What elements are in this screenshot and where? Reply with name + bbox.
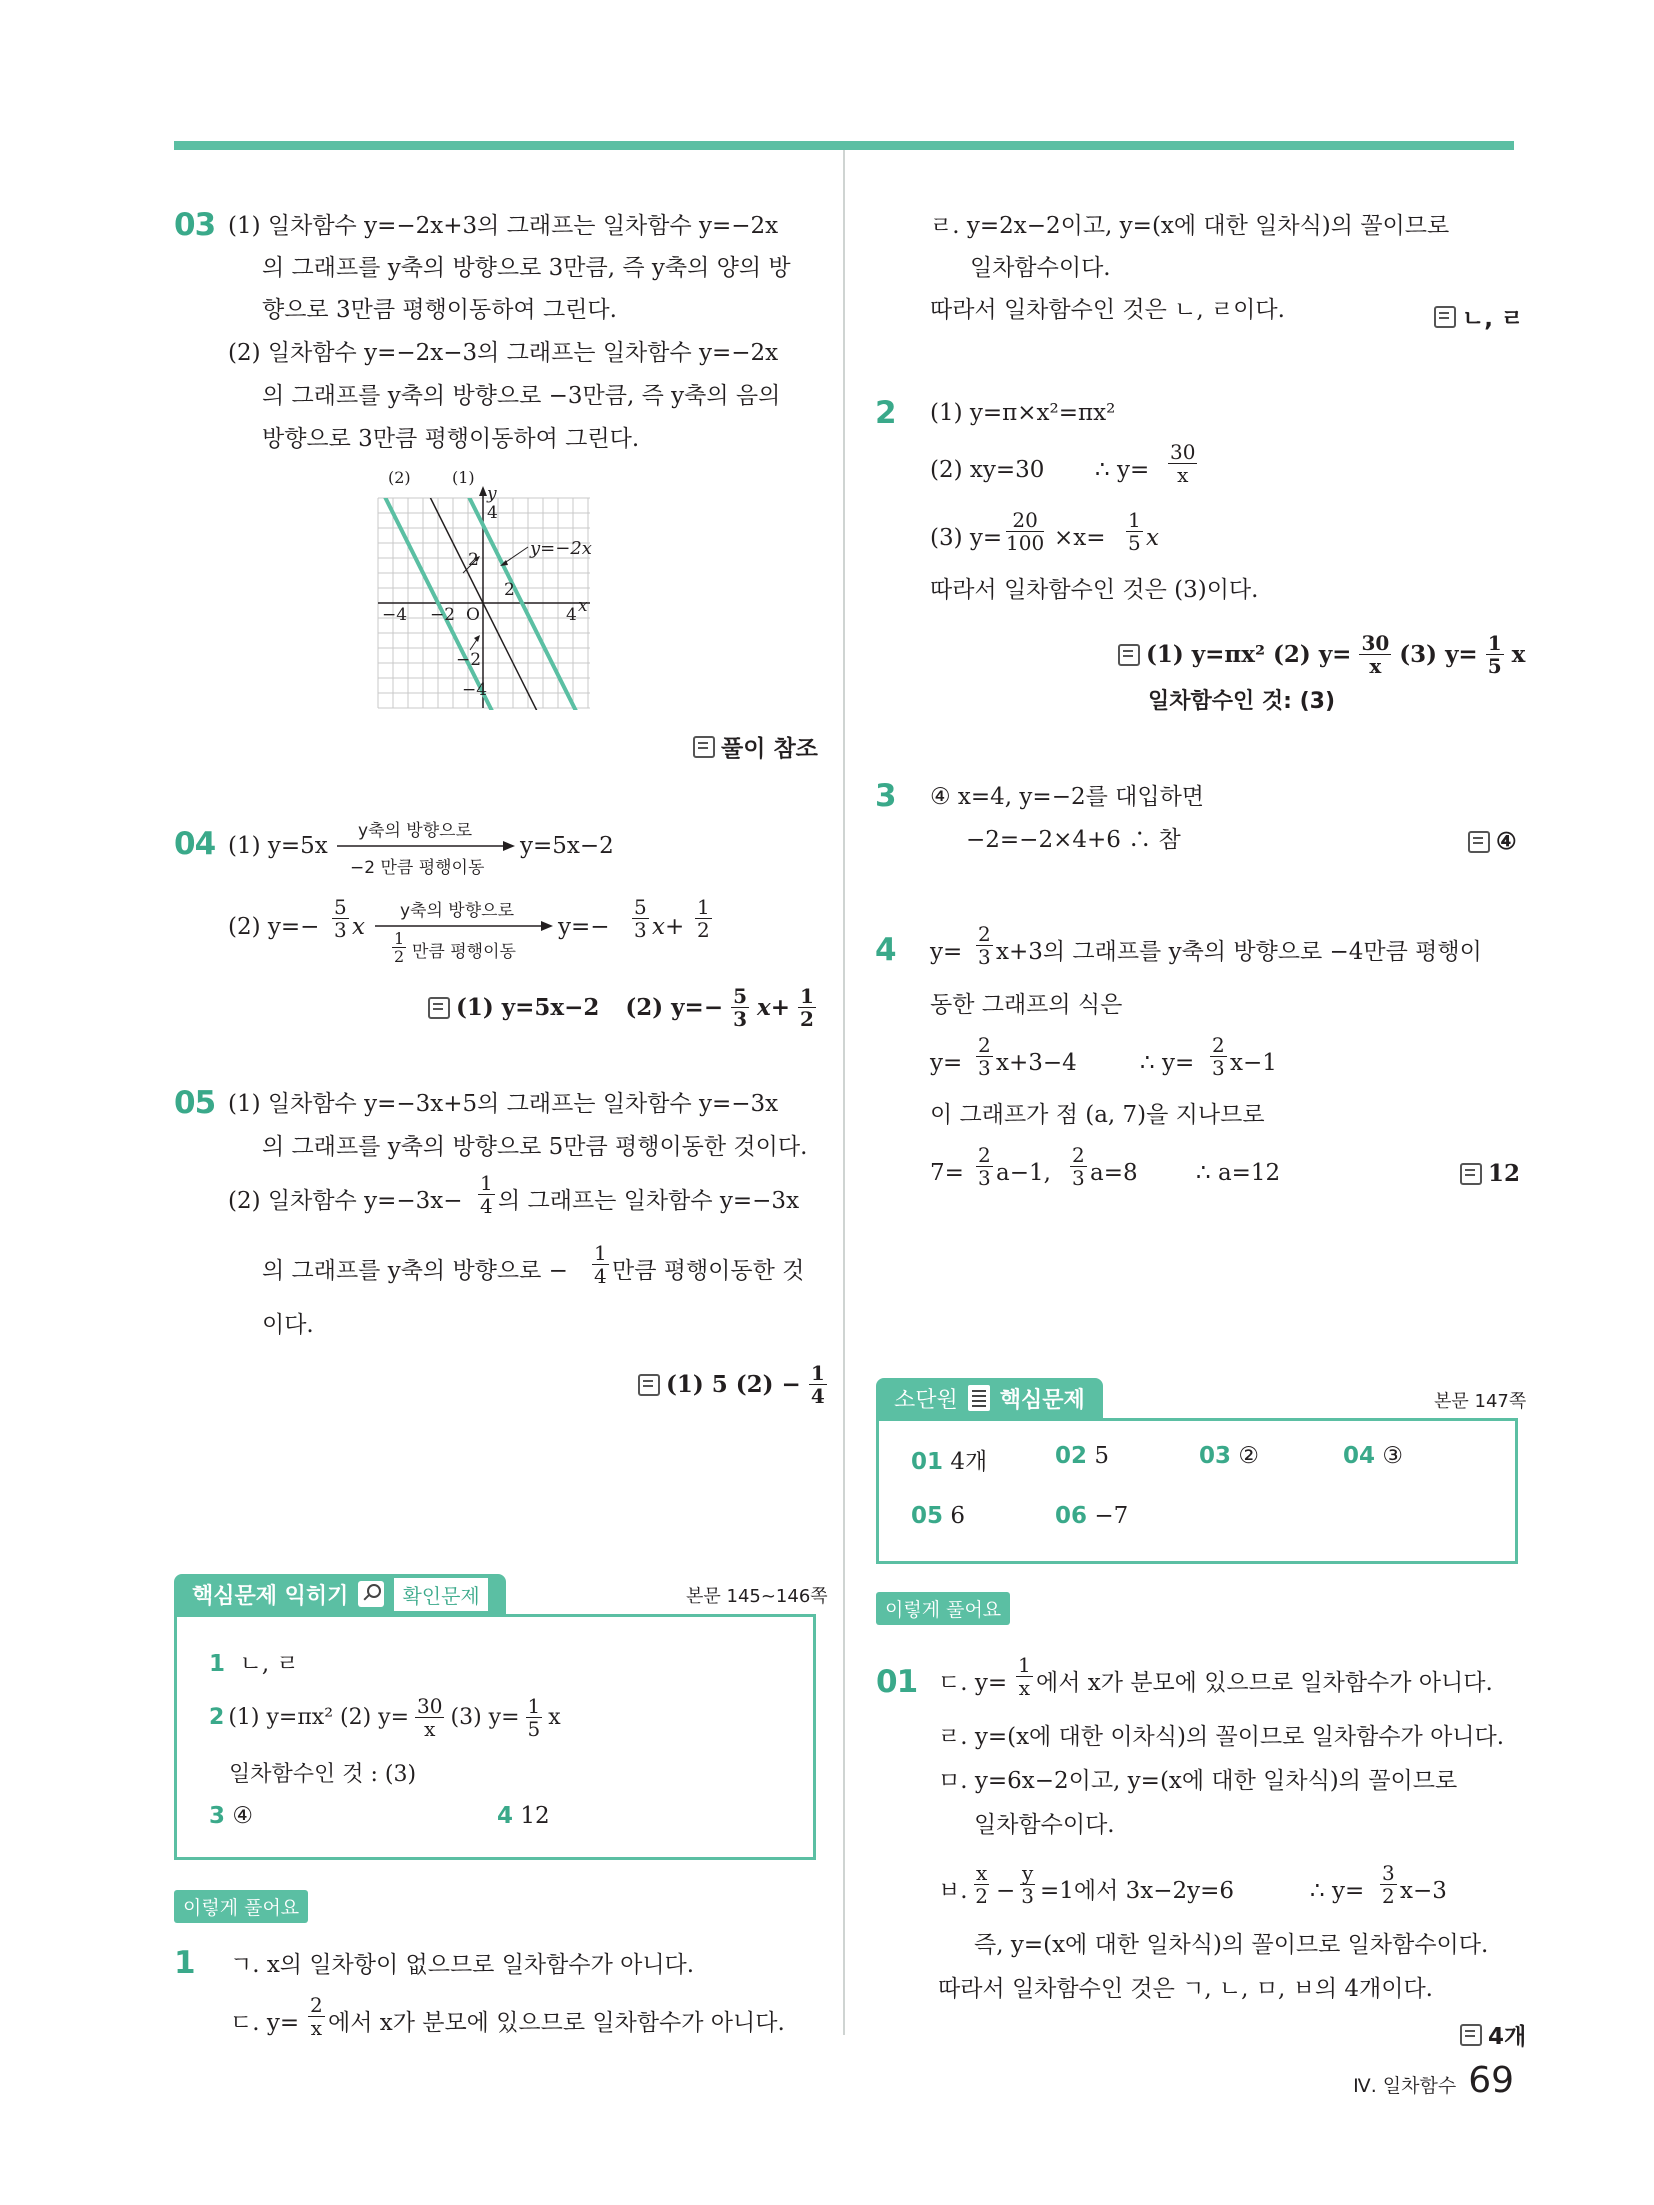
arrow-icon: [337, 840, 517, 852]
fraction: $\frac{2}{3}$: [1212, 1033, 1225, 1080]
item-number: 04: [174, 826, 216, 862]
text-line: ㄹ. y=2x−2이고, y=(x에 대한 일차식)의 꼴이므로: [930, 213, 1450, 239]
text-line: =1에서 3x−2y=6: [1040, 1878, 1235, 1904]
tick-x4: 4: [566, 605, 577, 625]
text-line: 따라서 일차함수인 것은 (3)이다.: [930, 577, 1259, 603]
text-line: 의 그래프는 일차함수 y=−3x: [498, 1188, 800, 1214]
item-number: 2: [875, 395, 896, 431]
unit-tab: [876, 1378, 1103, 1418]
tick-y4: 4: [487, 503, 498, 523]
fraction: $\frac{1}{x}$: [1018, 1653, 1031, 1700]
text-line: −2=−2×4+6 ∴ 참: [966, 827, 1181, 853]
text-line: y=: [930, 1050, 963, 1076]
fraction: $\frac{2}{3}$: [978, 922, 991, 969]
answer-text: (1) y=5x−2: [456, 994, 600, 1021]
text-line: ㅂ.: [938, 1878, 968, 1904]
text-line: 의 그래프를 y축의 방향으로 −3만큼, 즉 y축의 음의: [262, 383, 781, 409]
unit-answer: 01 4개: [911, 1449, 988, 1475]
page-ref: 본문 147쪽: [1434, 1391, 1527, 1412]
text-line: 동한 그래프의 식은: [930, 992, 1123, 1018]
item-number: 3: [875, 778, 896, 814]
magnifier-icon: [358, 1581, 384, 1607]
text-line: (1) 일차함수 y=−2x+3의 그래프는 일차함수 y=−2x: [228, 213, 779, 239]
text-line: (1) 일차함수 y=−3x+5의 그래프는 일차함수 y=−3x: [228, 1091, 779, 1117]
text-line: 방향으로 3만큼 평행이동하여 그린다.: [262, 426, 640, 452]
text-line: y=: [930, 939, 963, 965]
text-line: x+3−4: [996, 1050, 1077, 1076]
item-number: 1: [174, 1945, 195, 1981]
text-line: 7=: [930, 1160, 964, 1186]
core-tab-subtitle: 확인문제: [394, 1578, 487, 1611]
answer-icon: [1434, 306, 1456, 328]
coordinate-graph: [370, 470, 610, 720]
fraction: $\frac{5}{3}$: [334, 895, 347, 942]
unit-answer: 05 6: [911, 1503, 965, 1529]
column-divider: [843, 150, 845, 2035]
arrow-top-label: y축의 방향으로: [400, 901, 514, 921]
solution-tag: 이렇게 풀어요: [174, 1890, 308, 1923]
answer-text: ㄴ, ㄹ: [1462, 306, 1524, 332]
fraction: $\frac{2}{3}$: [978, 1143, 991, 1190]
answer-3: [1468, 828, 1517, 855]
text-line: 의 그래프를 y축의 방향으로 3만큼, 즉 y축의 양의 방: [262, 255, 791, 281]
text-line: (2) 일차함수 y=−3x−: [228, 1188, 463, 1214]
tick-y2: 2: [468, 550, 479, 570]
page-number: 69: [1468, 2060, 1514, 2101]
text-line: (2) y=−: [228, 914, 320, 940]
fraction: $\frac{1}{2}$: [394, 929, 405, 966]
text-line: 에서 x가 분모에 있으므로 일차함수가 아니다.: [1036, 1670, 1493, 1696]
chapter-label: Ⅳ. 일차함수: [1353, 2075, 1457, 2097]
item-number: 03: [174, 207, 216, 243]
text-line: 일차함수이다.: [970, 255, 1111, 281]
arrow-bottom-label: −2 만큼 평행이동: [350, 858, 485, 878]
top-rule: [174, 141, 1514, 150]
text-line: 따라서 일차함수인 것은 ㄱ, ㄴ, ㅁ, ㅂ의 4개이다.: [938, 1976, 1433, 2002]
core-answer-3: 3 ④: [209, 1803, 253, 1829]
text-line: ∴ y=: [1310, 1878, 1365, 1904]
answer-text: (2) y=−: [625, 994, 724, 1021]
answer-icon: [1460, 1163, 1482, 1185]
text-line: x−3: [1400, 1878, 1447, 1904]
fraction: $\frac{2}{3}$: [978, 1033, 991, 1080]
page-ref: 본문 145~146쪽: [686, 1586, 828, 1607]
tick-xneg2: −2: [430, 605, 456, 625]
answer-01: [1460, 2018, 1526, 2051]
origin-label: O: [466, 605, 480, 625]
text-line: a−1,: [996, 1160, 1051, 1186]
answer-note: 일차함수인 것: (3): [1148, 689, 1336, 714]
text-line: ㅁ. y=6x−2이고, y=(x에 대한 일차식)의 꼴이므로: [938, 1768, 1458, 1794]
unit-tab-title: 핵심문제: [999, 1387, 1085, 1413]
fraction: $\frac{x}{2}$: [975, 1861, 988, 1908]
core-tab: [174, 1574, 506, 1614]
graph-label-1: (1): [452, 468, 475, 487]
text-line: y=5x−2: [520, 833, 614, 859]
core-answer-2: 2 (1) y=πx² (2) y= $\frac{30}{x}$ (3) y= $\frac{1}{5}$ x: [209, 1694, 561, 1741]
answer-04: (1) y=5x−2 (2) y=− $\frac{5}{3}$ x+ $\frac{1}{2}$: [428, 985, 818, 1030]
text-line: a=8: [1090, 1160, 1138, 1186]
text-line: ㄹ. y=(x에 대한 이차식)의 꼴이므로 일차함수가 아니다.: [938, 1724, 1505, 1750]
answer-icon: [638, 1374, 660, 1396]
x-axis-label: x: [578, 596, 588, 616]
text-line: 즉, y=(x에 대한 일차식)의 꼴이므로 일차함수이다.: [974, 1932, 1489, 1958]
core-panel: [174, 1614, 816, 1860]
text-line: y=−: [558, 914, 610, 940]
answer-text: ④: [1496, 828, 1517, 855]
item-number: 4: [875, 932, 896, 968]
unit-panel: [876, 1418, 1518, 1564]
core-answer-2-note: 일차함수인 것 : (3): [229, 1762, 417, 1787]
core-tab-title: 핵심문제 익히기: [192, 1583, 349, 1609]
solution-tag: 이렇게 풀어요: [876, 1592, 1010, 1625]
fraction: $\frac{1}{5}$: [1128, 508, 1141, 555]
text-line: (1) y=π×x²=πx²: [930, 400, 1116, 426]
answer-icon: [1468, 831, 1490, 853]
arrow-bottom-label: 만큼 평행이동: [412, 942, 516, 962]
text-line: 향으로 3만큼 평행이동하여 그린다.: [262, 297, 617, 323]
unit-answer: 04 ③: [1343, 1443, 1403, 1469]
answer-4: [1460, 1160, 1520, 1187]
text-line: ∴ a=12: [1196, 1160, 1281, 1186]
unit-tab-label: 소단원: [894, 1387, 958, 1413]
text-line: (2) 일차함수 y=−2x−3의 그래프는 일차함수 y=−2x: [228, 340, 779, 366]
text-line: 의 그래프를 y축의 방향으로 5만큼 평행이동한 것이다.: [262, 1134, 808, 1160]
line-label: y=−2x: [530, 538, 592, 559]
unit-answer: 02 5: [1055, 1443, 1109, 1469]
text-line: (2) xy=30: [930, 457, 1045, 483]
text-line: ㄷ. y=: [938, 1670, 1008, 1696]
text-line: 에서 x가 분모에 있으므로 일차함수가 아니다.: [328, 2010, 785, 2036]
item-number: 05: [174, 1085, 216, 1121]
text-line: (3) y=: [930, 525, 1003, 551]
answer-03: [693, 730, 818, 763]
graph-label-2: (2): [388, 468, 411, 487]
fraction: $\frac{2}{3}$: [1072, 1143, 1085, 1190]
text-line: ④ x=4, y=−2를 대입하면: [930, 784, 1204, 810]
document-icon: [968, 1385, 990, 1411]
answer-2: (1) y=πx² (2) y= $\frac{30}{x}$ (3) y= $\frac{1}{5}$ x: [1118, 632, 1525, 677]
text-line: 일차함수이다.: [974, 1812, 1115, 1838]
tick-xneg4: −4: [382, 605, 408, 625]
text-line: ∴ y=: [1140, 1050, 1195, 1076]
core-answer-1: 1 ㄴ, ㄹ: [209, 1651, 299, 1677]
text-line: 이 그래프가 점 (a, 7)을 지나므로: [930, 1102, 1265, 1128]
answer-icon: [428, 997, 450, 1019]
fraction: $\frac{y}{3}$: [1021, 1861, 1035, 1908]
tick-x2: 2: [504, 580, 515, 600]
answer-icon: [1118, 644, 1140, 666]
unit-answer: 03 ②: [1199, 1443, 1259, 1469]
answer-icon: [693, 736, 715, 758]
fraction: $\frac{2}{x}$: [310, 1993, 323, 2040]
text-line: 의 그래프를 y축의 방향으로 −: [262, 1258, 568, 1284]
text-line: (1) y=5x: [228, 833, 328, 859]
answer-05: (1) 5 (2) − $\frac{1}{4}$: [638, 1362, 829, 1407]
answer-icon: [1460, 2024, 1482, 2046]
answer-1: [1434, 300, 1523, 333]
text-line: 이다.: [262, 1312, 314, 1338]
text-line: ∴ y=: [1095, 457, 1150, 483]
text-line: ㄱ. x의 일차항이 없으므로 일차함수가 아니다.: [230, 1952, 695, 1978]
answer-text: (1) 5 (2) −: [666, 1371, 801, 1398]
answer-text: 12: [1488, 1160, 1521, 1187]
item-number: 01: [876, 1664, 918, 1700]
text-line: ㄷ. y=: [230, 2010, 300, 2036]
text-line: x: [1146, 525, 1159, 551]
text-line: 만큼 평행이동한 것: [612, 1258, 805, 1284]
text-line: x−1: [1230, 1050, 1277, 1076]
page-footer: [1353, 2060, 1514, 2101]
arrow-top-label: y축의 방향으로: [358, 821, 472, 841]
fraction: $\frac{20}{100}$: [1006, 508, 1045, 555]
answer-text: (1) y=πx² (2) y=: [1146, 641, 1352, 668]
text-line: ×x=: [1054, 525, 1106, 551]
core-answer-4: 4 12: [497, 1803, 550, 1829]
fraction: $\frac{30}{x}$: [1170, 440, 1196, 487]
tick-yneg2: −2: [456, 650, 482, 670]
tick-yneg4: −4: [462, 680, 488, 700]
answer-text: 풀이 참조: [721, 736, 818, 762]
text-line: 따라서 일차함수인 것은 ㄴ, ㄹ이다.: [930, 297, 1285, 323]
y-axis-label: y: [487, 484, 497, 504]
unit-answer: 06 −7: [1055, 1503, 1129, 1529]
fraction: $\frac{3}{2}$: [1382, 1861, 1395, 1908]
answer-text: 4개: [1488, 2024, 1527, 2050]
text-line: x+3의 그래프를 y축의 방향으로 −4만큼 평행이: [996, 939, 1482, 965]
fraction: $\frac{1}{4}$: [480, 1171, 493, 1218]
fraction: $\frac{1}{4}$: [594, 1241, 607, 1288]
